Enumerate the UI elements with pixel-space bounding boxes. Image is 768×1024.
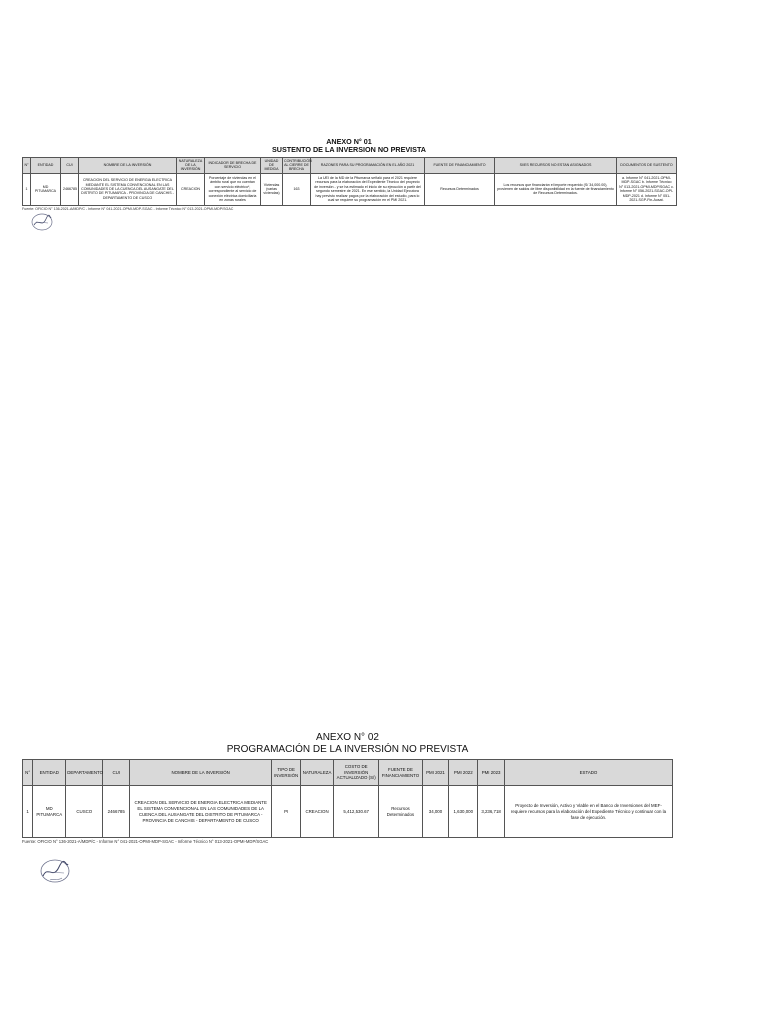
table-header-row [23,158,677,174]
signature-stamp [38,856,72,886]
column-header: DOCUMENTOS DE SUSTENTO [617,158,677,174]
column-header: PMI 2023 [478,760,505,786]
cell-nombre: CREACION DEL SERVICIO DE ENERGIA ELECTRICA MEDIANTE EL SISTEMA CONVENCIONAL EN LAS COMUNIDADES DE LA CUENCA DEL AUSANGATE DEL DISTRITO DE PITUMARCA - PROVINCIA DE CANCHIS - DEPARTAMENTO DE CUSCO [79,173,177,205]
cell-cui: 2466785 [103,786,130,838]
cell-indicador: Porcentaje de viviendas en el ámbito rural que no cuentan con servicio eléctrico*, correspondiente al servicio de conexión eléctrica domiciliaria en zonas rurales [205,173,261,205]
annex-01-table [22,157,677,206]
column-header: FUENTE DE FINANCIAMIENTO [379,760,422,786]
column-header: TIPO DE INVERSIÓN [272,760,301,786]
cell-pmi-2023: 3,236,718 [478,786,505,838]
annex-01-subtitle: SUSTENTO DE LA INVERSION NO PREVISTA [271,145,427,154]
column-header: ENTIDAD [33,760,66,786]
cell-fuente: Recursos Determinados [379,786,422,838]
cell-naturaleza: CREACION [301,786,334,838]
table-row [23,173,677,205]
column-header: COSTO DE INVERSIÓN ACTUALIZADO (S/) [334,760,379,786]
cell-cui: 2466785 [61,173,79,205]
column-header: NOMBRE DE LA INVERSIÓN [79,158,177,174]
column-header: N° [23,158,31,174]
column-header: DEPARTAMENTO [66,760,103,786]
column-header: NOMBRE DE LA INVERSIÓN [130,760,272,786]
column-header: UNIDAD DE MEDIDA [261,158,283,174]
column-header: RAZONES PARA SU PROGRAMACIÓN EN EL AÑO 2021 [311,158,425,174]
cell-razones: La UEI de la MD de la Pitumarca señaló para el 2021 requiere recursos para la elaboración del Expediente Técnico del proyecto de inversión - y se ha estimado el inicio de su ejecución a partir del segundo semestre de 2021. En ese sentido, la Unidad Ejecutora hay previsto realizar pagos por la elaboración del estudio, para lo cual se requiere su programación en el PMI 2021. [311,173,425,205]
table-header-row [23,760,673,786]
column-header: INDICADOR DE BRECHA DE SERVICIO [205,158,261,174]
column-header: NATURALEZA DE LA INVERSIÓN [177,158,205,174]
cell-tipo: PI [272,786,301,838]
cell-unidad: Viviendas (varias viviendas) [261,173,283,205]
column-header: PMI 2022 [449,760,478,786]
cell-n: 1 [23,173,31,205]
column-header: PMI 2021 [422,760,449,786]
cell-contribucion: 163 [283,173,311,205]
column-header: CONTRIBUCIÓN AL CIERRE DE BRECHA [284,159,312,172]
column-header: N° [23,760,33,786]
cell-departamento: CUSCO [66,786,103,838]
cell-nombre: CREACION DEL SERVICIO DE ENERGIA ELECTRICA MEDIANTE EL SISTEMA CONVENCIONAL EN LAS COMUNIDADES DE LA CUENCA DEL AUSANGATE DEL DISTRITO DE PITUMARCA - PROVINCIA DE CANCHIS - DEPARTAMENTO DE CUSCO [130,786,272,838]
table-row [23,786,673,838]
annex-01-source: Fuente: OFICIO N° 136-2021-A/MDP/C - Informe N° 041-2021-OPMI-MDP-SGAC - Informe Técnico N° 013-2021-OPMI-MDP/SGAC [22,206,234,211]
cell-pmi-2022: 1,630,000 [449,786,478,838]
annex-02 [22,732,673,844]
column-header: CUI [103,760,130,786]
column-header: NATURALEZA [301,760,334,786]
annex-01-title: ANEXO N° 01 [326,137,372,146]
column-header: CUI [61,158,79,174]
column-header: ESTADO [504,760,672,786]
cell-asignados: Los recursos que financiarán el importe requerido (S/ 34,000.00), provienen de saldos de libre disponibilidad en la fuente de financiamiento de Recursos Determinados. [495,173,617,205]
column-header: ENTIDAD [31,158,61,174]
annex-02-subtitle: PROGRAMACIÓN DE LA INVERSIÓN NO PREVISTA [226,744,469,755]
cell-costo: 5,412,530.67 [334,786,379,838]
cell-pmi-2021: 34,000 [422,786,449,838]
annex-02-table [22,759,673,838]
cell-documentos: a. Informe N° 041-2021-OPMI-MDP-SGAC b. Informe Técnico N° 013-2021-OPMI-MDP/SGAC c. Informe N° 056-2021-SGAC-OPI-MDP-2021 d. Informe N° 051-2021-SGP-Fin-Ausat. [617,173,677,205]
annex-02-source: Fuente: OFICIO N° 136-2021-A/MDP/C - Informe N° 041-2021-OPMI-MDP-SGAC - Informe Técnico N° 013-2021-OPMI-MDP/SGAC [22,839,269,844]
cell-entidad: MD PITUMARCA [31,173,61,205]
annex-01 [22,138,676,211]
column-header: SI/ES RECURSOS NO ESTAN ASIGNADOS [495,158,617,174]
cell-n: 1 [23,786,33,838]
cell-naturaleza: CREACION [177,173,205,205]
column-header: FUENTE DE FINANCIAMIENTO [425,158,495,174]
signature-stamp [30,210,54,234]
cell-fuente: Recursos Determinados [425,173,495,205]
cell-estado: Proyecto de Inversión, Activo y Viable en el Banco de Inversiones del MEF- requiere recursos para la elaboración del Expediente Técnico y continuar con la fase de ejecución. [504,786,672,838]
annex-02-title: ANEXO N° 02 [316,732,379,743]
cell-entidad: MD PITUMARCA [33,786,66,838]
